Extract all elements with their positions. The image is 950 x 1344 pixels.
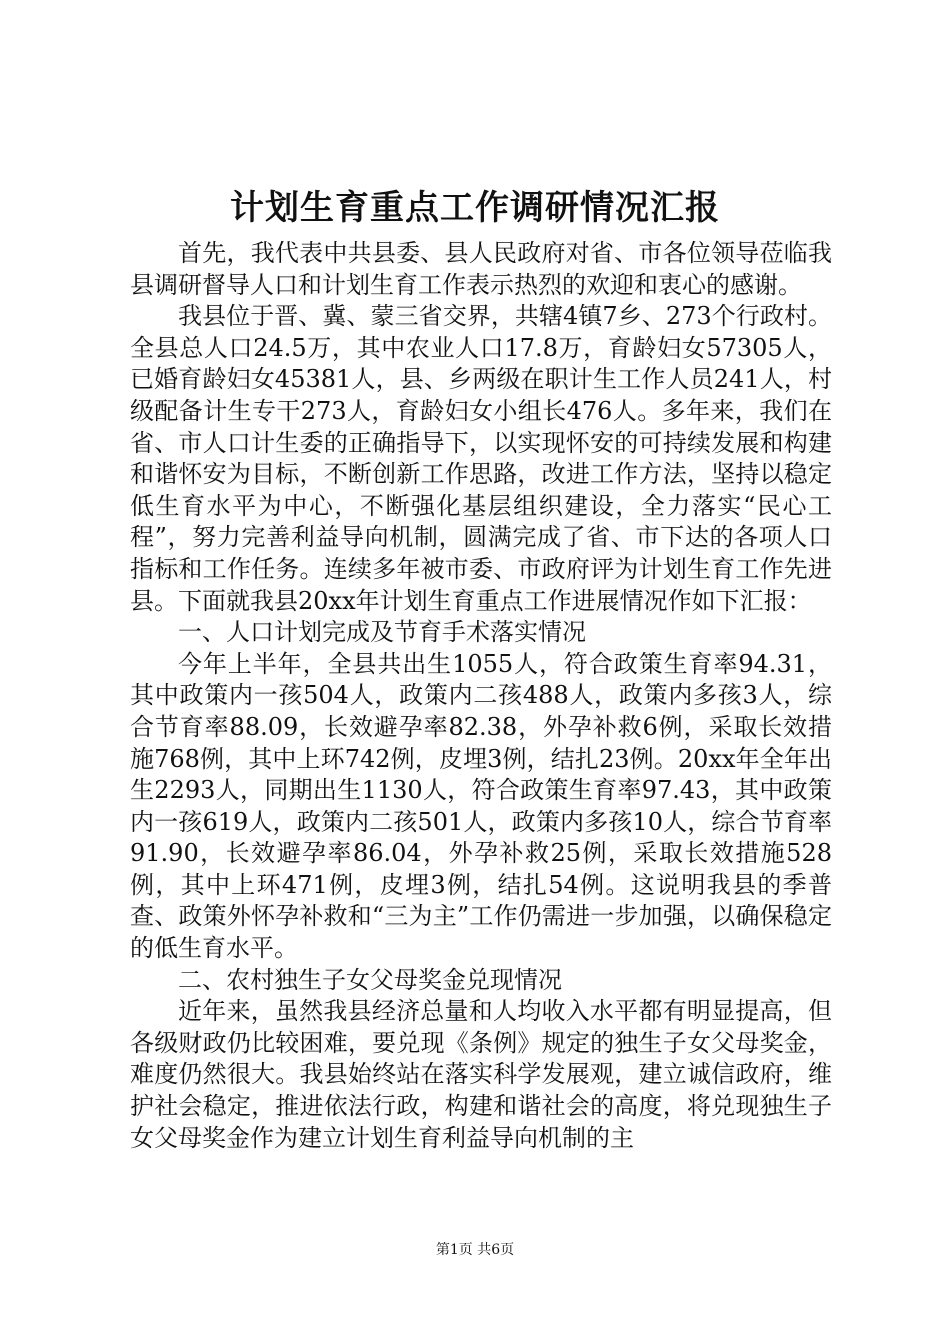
paragraph-birth-statistics: 今年上半年，全县共出生1055人，符合政策生育率94.31，其中政策内一孩504人，政策内二孩488人，政策内多孩3人，综合节育率88.09，长效避孕率82.38，外孕补救6例，采取长效措施768例，其中上环742例，皮埋3例，结扎23例。20xx年全年出生2293人，同期出生1130人，符合政策生育率97.43，其中政策内一孩619人，政策内二孩501人，政策内多孩10人，综合节育率91.90，长效避孕率86.04，外孕补救25例，采取长效措施528例，其中上环471例，皮埋3例，结扎54例。这说明我县的季普查、政策外怀孕补救和“三为主”工作仍需进一步加强，以确保稳定的低生育水平。 <box>130 649 832 963</box>
page-number-footer: 第1页 共6页 <box>435 1242 515 1258</box>
document-body <box>130 238 832 1154</box>
section-heading-reward-funds: 二、农村独生子女父母奖金兑现情况 <box>178 965 562 994</box>
paragraph-reward-funds: 近年来，虽然我县经济总量和人均收入水平都有明显提高，但各级财政仍比较困难，要兑现《条例》规定的独生子女父母奖金，难度仍然很大。我县始终站在落实科学发展观，建立诚信政府，维护社会稳定，推进依法行政，构建和谐社会的高度，将兑现独生子女父母奖金作为建立计划生育利益导向机制的主 <box>130 997 832 1152</box>
paragraph-greeting: 首先，我代表中共县委、县人民政府对省、市各位领导莅临我县调研督导人口和计划生育工作表示热烈的欢迎和衷心的感谢。 <box>130 239 832 299</box>
paragraph-county-overview: 我县位于晋、冀、蒙三省交界，共辖4镇7乡、273个行政村。全县总人口24.5万，其中农业人口17.8万，育龄妇女57305人，已婚育龄妇女45381人，县、乡两级在职计生工作人员241人，村级配备计生专干273人，育龄妇女小组长476人。多年来，我们在省、市人口计生委的正确指导下，以实现怀安的可持续发展和构建和谐怀安为目标，不断创新工作思路，改进工作方法，坚持以稳定低生育水平为中心，不断强化基层组织建设，全力落实“民心工程”，努力完善利益导向机制，圆满完成了省、市下达的各项人口指标和工作任务。连续多年被市委、市政府评为计划生育工作先进县。下面就我县20xx年计划生育重点工作进展情况作如下汇报： <box>130 302 832 615</box>
section-heading-population-plan: 一、人口计划完成及节育手术落实情况 <box>178 618 586 647</box>
document-title: 计划生育重点工作调研情况汇报 <box>230 188 720 228</box>
